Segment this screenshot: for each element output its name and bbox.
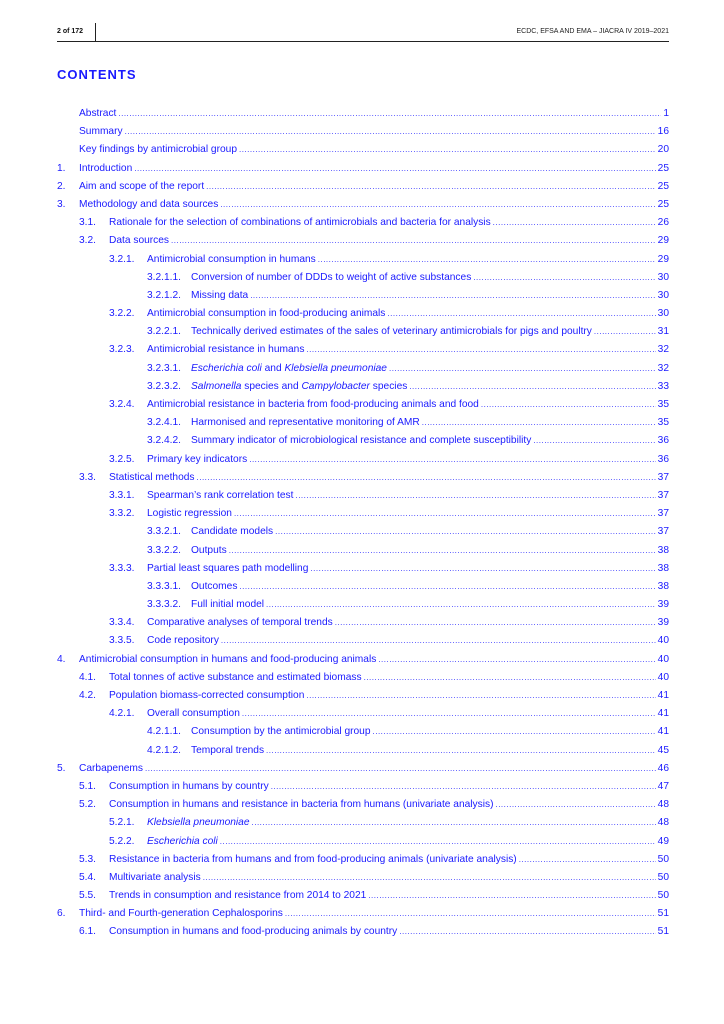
toc-entry[interactable] — [57, 326, 669, 344]
toc-entry-title[interactable]: Logistic regression — [147, 508, 232, 520]
toc-entry[interactable] — [57, 290, 669, 308]
toc-leader-dots — [422, 418, 656, 427]
toc-entry-title[interactable]: Partial least squares path modelling — [147, 562, 309, 574]
toc-entry[interactable] — [57, 926, 669, 944]
toc-entry-number: 4.2.1.1. — [147, 726, 181, 738]
toc-leader-dots — [318, 255, 656, 264]
toc-entry-number: 3.3.2.1. — [147, 526, 181, 538]
toc-entry-italic: Klebsiella pneumoniae — [284, 362, 387, 374]
toc-entry-page[interactable]: 38 — [657, 562, 669, 574]
toc-leader-dots — [118, 109, 661, 118]
toc-entry-page[interactable]: 51 — [657, 926, 669, 938]
page-header — [57, 25, 669, 42]
toc-entry-page[interactable]: 37 — [657, 489, 669, 501]
toc-entry[interactable] — [57, 745, 669, 763]
toc-leader-dots — [220, 200, 655, 209]
toc-entry-title[interactable]: Temporal trends — [191, 744, 265, 756]
toc-entry-page[interactable]: 20 — [657, 144, 669, 156]
toc-entry-page[interactable]: 48 — [657, 817, 669, 829]
toc-leader-dots — [145, 764, 656, 773]
toc-entry-title[interactable]: Consumption in humans and food-producing animals by country — [109, 926, 398, 938]
toc-entry-page[interactable]: 39 — [657, 599, 669, 611]
toc-entry-italic: Escherichia coli — [191, 362, 262, 374]
toc-entry-number: 3.3.2. — [109, 508, 135, 520]
toc-entry-number: 3.2. — [79, 235, 96, 247]
toc-entry-title[interactable]: Conversion of number of DDDs to weight of active substances — [191, 271, 472, 283]
toc-entry[interactable] — [57, 563, 669, 581]
toc-entry-page[interactable]: 30 — [657, 308, 669, 320]
toc-entry-page[interactable]: 46 — [657, 762, 669, 774]
toc-entry-page[interactable]: 16 — [657, 126, 669, 138]
toc-entry-page[interactable]: 41 — [657, 726, 669, 738]
toc-entry[interactable] — [57, 635, 669, 653]
toc-entry-title[interactable]: Carbapenems — [79, 762, 143, 774]
toc-leader-dots — [285, 909, 656, 918]
toc-entry-page[interactable]: 26 — [657, 217, 669, 229]
toc-leader-dots — [234, 509, 656, 518]
toc-entry[interactable] — [57, 308, 669, 326]
toc-entry-title[interactable]: Spearman’s rank correlation test — [147, 489, 294, 501]
toc-entry-page[interactable]: 38 — [657, 544, 669, 556]
toc-entry[interactable] — [57, 508, 669, 526]
toc-entry-title[interactable]: Overall consumption — [147, 708, 240, 720]
toc-entry-title[interactable]: Third- and Fourth-generation Cephalosporins — [79, 908, 283, 920]
toc-entry-number: 3.3.2.2. — [147, 544, 181, 556]
toc-entry-title[interactable]: Summary — [79, 126, 123, 138]
toc-entry[interactable] — [57, 235, 669, 253]
toc-entry-title[interactable]: Harmonised and representative monitoring of AMR — [191, 417, 420, 429]
toc-entry[interactable] — [57, 890, 669, 908]
toc-entry-title[interactable]: Rationale for the selection of combinations of antimicrobials and bacteria for analysis — [109, 217, 491, 229]
toc-entry-title[interactable]: Population biomass-corrected consumption — [109, 690, 305, 701]
toc-leader-dots — [229, 546, 656, 555]
toc-entry[interactable] — [57, 581, 669, 599]
toc-entry[interactable] — [57, 435, 669, 453]
toc-entry-page[interactable]: 37 — [657, 526, 669, 538]
toc-entry-page[interactable]: 30 — [657, 271, 669, 283]
toc-leader-dots — [266, 600, 656, 609]
toc-entry-page[interactable]: 35 — [657, 399, 669, 410]
toc-entry[interactable] — [57, 672, 669, 690]
toc-leader-dots — [220, 837, 656, 846]
toc-entry-number: 3.2.1.2. — [147, 289, 181, 301]
toc-leader-dots — [594, 327, 656, 336]
toc-entry-number: 3.3. — [79, 471, 96, 483]
toc-leader-dots — [310, 564, 655, 573]
toc-leader-dots — [239, 145, 656, 154]
toc-entry-number: 1. — [57, 162, 66, 174]
toc-leader-dots — [473, 273, 655, 282]
toc-leader-dots — [481, 400, 656, 409]
toc-leader-dots — [519, 855, 656, 864]
toc-entry-title[interactable]: Aim and scope of the report — [79, 180, 205, 192]
toc-entry[interactable] — [57, 272, 669, 290]
toc-entry-page[interactable]: 40 — [657, 653, 669, 665]
toc-entry-number: 3.3.3.2. — [147, 599, 181, 611]
toc-entry-title[interactable]: Comparative analyses of temporal trends — [147, 617, 333, 629]
toc-entry-page[interactable]: 32 — [657, 344, 669, 356]
toc-leader-dots — [206, 182, 656, 191]
toc-entry-title[interactable]: Antimicrobial consumption in humans and food-producing animals — [79, 653, 377, 665]
toc-entry[interactable] — [57, 617, 669, 635]
toc-entry-number: 3.2.1. — [109, 253, 135, 265]
toc-entry-page[interactable]: 1 — [663, 108, 669, 119]
toc-entry[interactable] — [57, 217, 669, 235]
toc-entry[interactable] — [57, 126, 669, 144]
toc-entry-number: 3.2.3. — [109, 344, 135, 356]
toc-entry[interactable] — [57, 381, 669, 399]
toc-entry-page[interactable]: 30 — [657, 289, 669, 301]
toc-entry[interactable] — [57, 872, 669, 890]
page-title: CONTENTS — [57, 67, 137, 82]
toc-entry-title[interactable]: Antimicrobial consumption in food-producing animals — [147, 308, 386, 320]
toc-leader-dots — [378, 655, 655, 664]
toc-entry-number: 4.1. — [79, 671, 96, 683]
toc-entry[interactable] — [57, 417, 669, 435]
toc-leader-dots — [250, 291, 655, 300]
toc-entry-page[interactable]: 51 — [657, 908, 669, 920]
toc-entry[interactable] — [57, 781, 669, 799]
toc-entry-title[interactable]: Multivariate analysis — [109, 871, 201, 883]
toc-entry[interactable] — [57, 763, 669, 781]
toc-leader-dots — [171, 236, 656, 245]
toc-leader-dots — [493, 218, 656, 227]
toc-leader-dots — [197, 473, 656, 482]
toc-entry-title[interactable]: Antimicrobial resistance in humans — [147, 344, 305, 356]
toc-leader-dots — [275, 527, 656, 536]
toc-entry-number: 5. — [57, 762, 66, 774]
toc-entry-number: 5.3. — [79, 853, 96, 865]
toc-leader-dots — [335, 618, 656, 627]
toc-entry-page[interactable]: 35 — [657, 417, 669, 429]
toc-entry-number: 3.3.5. — [109, 635, 135, 647]
toc-entry-title[interactable]: Salmonella species and Campylobacter species — [191, 380, 408, 392]
toc-leader-dots — [364, 673, 656, 682]
toc-entry-title[interactable] — [147, 836, 218, 847]
toc-entry-number: 5.4. — [79, 871, 96, 883]
toc-entry-title[interactable]: Consumption in humans and resistance in bacteria from humans (univariate analysis) — [109, 799, 494, 811]
toc-entry-title[interactable]: Resistance in bacteria from humans and from food-producing animals (univariate analysis) — [109, 853, 517, 865]
toc-leader-dots — [295, 491, 655, 500]
toc-entry-italic: Escherichia coli — [147, 835, 218, 847]
toc-entry[interactable] — [57, 181, 669, 199]
toc-entry-title[interactable]: Statistical methods — [109, 471, 195, 483]
toc-entry-title[interactable]: Total tonnes of active substance and estimated biomass — [109, 671, 362, 683]
toc-entry-page[interactable]: 25 — [657, 198, 669, 210]
toc-entry-number: 3.2.5. — [109, 453, 135, 465]
toc-leader-dots — [389, 364, 656, 373]
toc-entry-page[interactable]: 37 — [657, 471, 669, 483]
toc-entry-page[interactable]: 36 — [657, 453, 669, 465]
toc-leader-dots — [271, 782, 656, 791]
toc-entry[interactable] — [57, 654, 669, 672]
toc-leader-dots — [306, 691, 655, 700]
toc-entry-number: 5.5. — [79, 890, 96, 902]
toc-entry-page[interactable]: 50 — [657, 871, 669, 883]
toc-entry[interactable] — [57, 144, 669, 162]
toc-entry-page[interactable]: 48 — [657, 799, 669, 811]
toc-leader-dots — [409, 382, 655, 391]
toc-leader-dots — [252, 818, 656, 827]
toc-entry[interactable] — [57, 599, 669, 617]
toc-entry[interactable] — [57, 163, 669, 181]
toc-entry-page[interactable]: 29 — [657, 235, 669, 247]
toc-leader-dots — [266, 746, 656, 755]
toc-entry-title[interactable]: Methodology and data sources — [79, 198, 219, 210]
toc-entry-page[interactable]: 33 — [657, 380, 669, 392]
toc-entry-title[interactable]: Missing data — [191, 289, 249, 301]
toc-entry-page[interactable]: 40 — [657, 671, 669, 683]
toc-entry[interactable] — [57, 908, 669, 926]
toc-entry-number: 3.2.4.2. — [147, 435, 181, 447]
toc-entry-number: 4.2.1. — [109, 708, 135, 720]
toc-entry-number: 3.2.4. — [109, 399, 135, 410]
toc-leader-dots — [495, 800, 655, 809]
toc-entry-number: 3.3.3. — [109, 562, 135, 574]
toc-entry[interactable] — [57, 454, 669, 472]
toc-entry-number: 3. — [57, 198, 66, 210]
toc-entry[interactable] — [57, 108, 669, 126]
toc-entry-number: 4. — [57, 653, 66, 665]
toc-entry-title[interactable]: Introduction — [79, 162, 133, 174]
toc-entry-page[interactable]: 50 — [657, 853, 669, 865]
toc-entry-page[interactable]: 25 — [657, 162, 669, 174]
toc-entry-number: 5.2.2. — [109, 835, 135, 847]
toc-entry-page[interactable]: 37 — [657, 508, 669, 520]
toc-entry[interactable] — [57, 254, 669, 272]
toc-entry-title[interactable]: Primary key indicators — [147, 453, 248, 465]
toc-entry-title[interactable]: Outputs — [191, 544, 227, 556]
toc-entry[interactable] — [57, 708, 669, 726]
toc-entry-title[interactable]: Abstract — [79, 108, 117, 119]
toc-entry-number: 6.1. — [79, 926, 96, 938]
toc-leader-dots — [306, 345, 655, 354]
toc-entry-page[interactable]: 25 — [657, 180, 669, 192]
toc-entry-page[interactable]: 36 — [657, 435, 669, 447]
toc-entry-title[interactable]: Escherichia coli and Klebsiella pneumoniae — [191, 362, 387, 374]
toc-entry-title[interactable]: Antimicrobial consumption in humans — [147, 253, 316, 265]
toc-entry-number: 3.3.4. — [109, 617, 135, 629]
toc-entry-page[interactable]: 50 — [657, 890, 669, 902]
toc-entry-number: 3.3.3.1. — [147, 580, 181, 592]
toc-entry-page[interactable]: 39 — [657, 617, 669, 629]
toc-entry-page[interactable]: 41 — [657, 690, 669, 701]
toc-entry-page[interactable]: 45 — [657, 744, 669, 756]
toc-leader-dots — [368, 891, 655, 900]
toc-entry-page[interactable]: 29 — [657, 253, 669, 265]
toc-entry-number: 2. — [57, 180, 66, 192]
toc-entry-number: 5.2. — [79, 799, 96, 811]
toc-entry-page[interactable]: 49 — [657, 835, 669, 847]
toc-leader-dots — [242, 709, 656, 718]
toc-entry[interactable] — [57, 344, 669, 362]
toc-entry-title[interactable]: Trends in consumption and resistance from 2014 to 2021 — [109, 890, 367, 902]
toc-leader-dots — [125, 127, 656, 136]
toc-entry-number: 3.2.2.1. — [147, 326, 181, 338]
toc-entry-number: 3.1. — [79, 217, 96, 229]
toc-leader-dots — [203, 873, 656, 882]
toc-entry-page[interactable]: 40 — [657, 635, 669, 647]
running-title: ECDC, EFSA AND EMA – JIACRA IV 2019–2021 — [516, 28, 669, 35]
toc-entry[interactable] — [57, 363, 669, 381]
toc-entry-title[interactable] — [147, 817, 250, 828]
toc-entry-title[interactable]: Key findings by antimicrobial group — [79, 144, 237, 156]
toc-entry-title[interactable]: Summary indicator of microbiological resistance and complete susceptibility — [191, 435, 532, 447]
toc-entry[interactable] — [57, 490, 669, 508]
toc-entry-title[interactable]: Consumption in humans by country — [109, 780, 269, 792]
toc-leader-dots — [399, 927, 655, 936]
toc-leader-dots — [221, 636, 656, 645]
toc-entry[interactable] — [57, 817, 669, 835]
toc-leader-dots — [239, 582, 655, 591]
toc-entry-title[interactable]: Full initial model — [191, 599, 265, 611]
toc-entry-number: 3.2.1.1. — [147, 271, 181, 283]
toc-entry-page[interactable]: 38 — [657, 580, 669, 592]
toc-entry[interactable] — [57, 690, 669, 708]
toc-entry-italic: Klebsiella pneumoniae — [147, 817, 250, 829]
toc-leader-dots — [373, 727, 656, 736]
toc-entry[interactable] — [57, 854, 669, 872]
toc-entry[interactable] — [57, 836, 669, 854]
page-number: 2 of 172 — [57, 28, 84, 35]
toc-entry-title[interactable]: Antimicrobial resistance in bacteria from food-producing animals and food — [147, 399, 479, 410]
toc-entry-number: 4.2. — [79, 690, 96, 701]
toc-leader-dots — [387, 309, 655, 318]
toc-entry-title[interactable]: Data sources — [109, 235, 170, 247]
table-of-contents — [57, 108, 669, 945]
toc-entry-number: 6. — [57, 908, 66, 920]
toc-entry-page[interactable]: 31 — [657, 326, 669, 338]
toc-entry-number: 3.3.1. — [109, 489, 135, 501]
toc-entry-page[interactable]: 47 — [657, 780, 669, 792]
toc-entry-number: 3.2.3.1. — [147, 362, 181, 374]
toc-entry-title[interactable]: Consumption by the antimicrobial group — [191, 726, 371, 738]
toc-entry[interactable] — [57, 726, 669, 744]
toc-entry-number: 4.2.1.2. — [147, 744, 181, 756]
toc-entry[interactable] — [57, 472, 669, 490]
toc-entry-number: 5.2.1. — [109, 817, 135, 829]
toc-leader-dots — [533, 436, 655, 445]
toc-entry-number: 3.2.4.1. — [147, 417, 181, 429]
toc-entry-title[interactable]: Candidate models — [191, 526, 274, 538]
toc-entry-italic: Salmonella — [191, 380, 242, 392]
header-separator — [95, 23, 96, 41]
toc-entry[interactable] — [57, 526, 669, 544]
toc-entry-number: 3.2.2. — [109, 308, 135, 320]
toc-entry-number: 3.2.3.2. — [147, 380, 181, 392]
toc-entry[interactable] — [57, 199, 669, 217]
toc-entry[interactable] — [57, 545, 669, 563]
toc-entry-title[interactable]: Code repository — [147, 635, 219, 647]
toc-entry-page[interactable]: 32 — [657, 362, 669, 374]
toc-entry[interactable] — [57, 399, 669, 417]
toc-entry[interactable] — [57, 799, 669, 817]
toc-entry-title[interactable]: Technically derived estimates of the sales of veterinary antimicrobials for pigs and poultry — [191, 326, 592, 338]
toc-entry-title[interactable]: Outcomes — [191, 580, 238, 592]
toc-entry-page[interactable]: 41 — [657, 708, 669, 720]
toc-entry-number: 5.1. — [79, 780, 96, 792]
toc-leader-dots — [249, 455, 655, 464]
toc-leader-dots — [134, 164, 655, 173]
toc-entry-italic: Campylobacter — [301, 380, 370, 392]
